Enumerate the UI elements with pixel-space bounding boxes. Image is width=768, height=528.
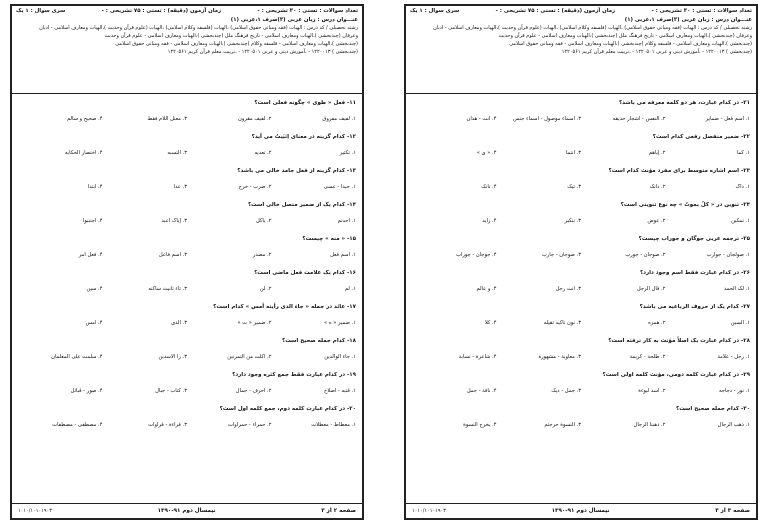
option-4[interactable]: ۴. جوجان - جوراب — [456, 252, 497, 258]
question-item — [412, 98, 750, 129]
option-4[interactable]: ۴. صحیح و سالم — [66, 116, 103, 122]
question-item — [412, 404, 750, 435]
option-4[interactable]: ۴. کلا — [484, 320, 497, 326]
page-number: صفحه ۳ از ۳ — [715, 508, 750, 514]
option-3[interactable]: ۳. أنتما — [565, 150, 581, 156]
option-3[interactable]: ۳. الذی — [171, 320, 187, 326]
option-1[interactable]: ۱. لم — [344, 286, 356, 292]
question-item — [18, 132, 356, 163]
option-3[interactable]: ۳. کتاب - جبال — [155, 388, 187, 394]
field-line: وعرفان (چندبخشی )،الهیات ومعارف اسلامی - تاریخ فرهنگ ملل (چندبخشی )،الهیات ومعارف اسلامی - علوم قرآن وحدیث — [498, 33, 752, 39]
option-4[interactable]: ۴. صور - قبائل — [70, 388, 103, 394]
field-line: (چندبخشی )،الهیات ومعارف اسلامی - فلسفه وکلام (چندبخشی )،الهیات ومعارف اسلامی - فقه ومبانی حقوق اسلامی — [509, 41, 752, 47]
question-text: ۱۵- « منه » چیست؟ — [302, 236, 356, 242]
lesson-title: عنـــوان درس : زبان عربی (۳)صرف ۱،عربی (۱) — [230, 17, 358, 23]
option-2[interactable]: ۲. ضمیر « ت » — [237, 320, 272, 326]
option-1[interactable]: ۱. ضمیر « ه » — [324, 320, 356, 326]
option-1[interactable]: ۱. اسم فعل - ضمایر — [705, 116, 750, 122]
question-item — [18, 336, 356, 367]
field-line: رشته تحصیلی / کد درس : الهیات (فقه ومبانی حقوق اسلامی) ،الهیات (فلسفه وکلام اسلامی) ،الهیات (علوم قرآن وحدیث )،الهیات ومعارف اسلامی - ادیان — [433, 25, 752, 31]
question-item — [412, 336, 750, 367]
question-item — [18, 302, 356, 333]
question-item — [18, 98, 356, 129]
question-text: ۲۶- در کدام عبارت فقط اسم وجود دارد؟ — [639, 270, 750, 276]
option-4[interactable]: ۴. ناقة - جمل — [466, 388, 497, 394]
term-label: نیمسال دوم ۹۱-۱۳۹۰ — [157, 508, 216, 514]
option-2[interactable]: ۲. أحرف - جمال — [235, 388, 272, 394]
option-2[interactable]: ۲. صوجان - جورب — [625, 252, 666, 258]
question-text: ۱۳- کدام گزینه از فعل جامد خالی می باشد؟ — [237, 168, 356, 174]
option-2[interactable]: ۲. حمراء - حمراوات — [227, 422, 272, 428]
option-1[interactable]: ۱. ذاک — [735, 184, 750, 190]
option-4[interactable]: ۴. اختصار الحکایه — [64, 150, 103, 156]
question-item — [412, 234, 750, 265]
question-text: ۲۲- ضمیر منفصل رفعی کدام است؟ — [652, 134, 750, 140]
option-2[interactable]: ۲. قال الرجل — [636, 286, 666, 292]
option-1[interactable]: ۱. جاء الوالدین — [324, 354, 356, 360]
option-2[interactable]: ۲. لفیف مقرون — [238, 116, 272, 122]
option-3[interactable]: ۳. تنکیر — [564, 218, 581, 224]
option-2[interactable]: ۲. تعدیه — [254, 150, 272, 156]
option-3[interactable]: ۳. تاء تأنیث ساکنه — [148, 286, 187, 292]
option-4[interactable]: ۴. أنت - هذان — [466, 116, 497, 122]
option-3[interactable]: ۳. معاویة - مشهورة — [538, 354, 581, 360]
option-1[interactable]: ۱. حبذا - عسی — [323, 184, 356, 190]
option-3[interactable]: ۳. عدا — [173, 184, 187, 190]
option-3[interactable]: ۳. إیاک أعبد — [161, 218, 187, 224]
option-4[interactable]: ۴. و عالم — [476, 286, 497, 292]
question-series: سری سوال : ۱ یک — [410, 8, 460, 14]
question-item — [18, 404, 356, 435]
question-series: سری سوال : ۱ یک — [16, 8, 66, 14]
option-4[interactable]: ۴. سین — [86, 286, 103, 292]
option-4[interactable]: ۴. اجتنبوا — [82, 218, 103, 224]
exam-time: زمان آزمون (دقیقه) : تستی : ۷۵ تشریحی : - — [495, 8, 616, 14]
option-1[interactable]: ۱. معطاط - معطلات — [311, 422, 356, 428]
question-text: ۱۴- کدام یک از ضمیر متصل خالی است؟ — [247, 202, 356, 208]
exam-page-2 — [10, 4, 364, 520]
question-item — [412, 166, 750, 197]
question-item — [18, 166, 356, 197]
option-2[interactable]: ۲. یاکل — [255, 218, 272, 224]
option-2[interactable]: ۲. ذهبنا الرجال — [633, 422, 666, 428]
option-2[interactable]: ۲. النفس - أشجار حدیقه — [612, 116, 666, 122]
option-2[interactable]: ۲. ذانک — [649, 184, 666, 190]
question-item — [412, 268, 750, 299]
option-1[interactable]: ۱. السین — [730, 320, 750, 326]
option-1[interactable]: ۱. رجل - علامة — [717, 354, 750, 360]
option-4[interactable]: ۴. ابتدأ — [87, 184, 103, 190]
question-text: ۲۳- اسم اشاره متوسط برای مفرد مؤنث کدام است؟ — [608, 168, 750, 174]
question-text: ۲۵- ترجمه عربی جوگان و جوراب چیست؟ — [638, 236, 750, 242]
question-text: ۲۷- کدام یک از حروف الرباعیه می باشد؟ — [639, 304, 750, 310]
option-4[interactable]: ۴. زاید — [482, 218, 497, 224]
option-2[interactable]: ۲. أکلت من التمرتین — [227, 354, 272, 360]
option-3[interactable]: ۳. النسوة حرجتم — [544, 422, 581, 428]
option-2[interactable]: ۲. أسد لبوءة — [638, 388, 666, 394]
question-text: ۲۹- در کدام عبارت کلمه دومی، مؤنث کلمه اولی است؟ — [602, 372, 750, 378]
question-item — [18, 234, 356, 265]
question-text: ۱۱- فعل « طوی » چگونه فعلی است؟ — [254, 100, 356, 106]
option-2[interactable]: ۲. عوض — [647, 218, 666, 224]
question-text: ۱۸- کدام جمله صحیح است؟ — [282, 338, 356, 344]
option-3[interactable]: ۳. اسم فاعل — [158, 252, 187, 258]
question-text: ۱۹- در کدام عبارت فقط جمع کثره وجود دارد؟ — [232, 372, 356, 378]
page-header — [12, 6, 362, 94]
option-1[interactable]: ۱. نور - دجاجه — [719, 388, 750, 394]
question-item — [18, 370, 356, 401]
field-line: (چندبخشی )،الهیات ومعارف اسلامی - فلسفه وکلام (چندبخشی )،الهیات ومعارف اسلامی - فقه ومبانی حقوق اسلامی — [115, 41, 358, 47]
option-1[interactable]: ۱. لفیف مفروق — [322, 116, 356, 122]
option-3[interactable]: ۳. رأ الأسدین — [158, 354, 187, 360]
option-4[interactable]: ۴. « ی » — [476, 150, 497, 156]
question-text: ۲۸- در کدام عبارت یک اصلاً مؤنث به کار نرفته است؟ — [608, 338, 750, 344]
option-1[interactable]: ۱. أحدنم — [337, 218, 356, 224]
option-4[interactable]: ۴. شاعرة - نسابة — [458, 354, 497, 360]
option-3[interactable]: ۳. اسماء موصول - اسماء جنس — [513, 116, 581, 122]
exam-page-3 — [404, 4, 758, 520]
option-3[interactable]: ۳. تیک — [567, 184, 581, 190]
option-4[interactable]: ۴. مصطفی - مصطفات — [52, 422, 103, 428]
option-3[interactable]: ۳. جمل - دیک — [551, 388, 581, 394]
option-2[interactable]: ۲. لن — [259, 286, 272, 292]
option-2[interactable]: ۲. مصدر — [252, 252, 272, 258]
option-2[interactable]: ۲. إیاهم — [648, 150, 666, 156]
question-item — [18, 200, 356, 231]
question-list — [12, 94, 362, 435]
page-number: صفحه ۲ از ۳ — [321, 508, 356, 514]
question-text: ۱۷- عائد در جمله « جاء الذی رأیته أمس » کدام است؟ — [213, 304, 356, 310]
question-text: ۱۲- کدام گزینه در معنای اِثبَیتُ می آید؟ — [251, 134, 356, 140]
question-item — [412, 370, 750, 401]
page-footer — [406, 503, 756, 518]
question-item — [18, 268, 356, 299]
question-text: ۲۴- تنوین در « کلٌ یموتُ » چه نوع تنوینی است؟ — [620, 202, 750, 208]
term-label: نیمسال دوم ۹۱-۱۳۹۰ — [551, 508, 610, 514]
option-4[interactable]: ۴. تانک — [481, 184, 497, 190]
option-1[interactable]: ۱. قتبه - اصلاح — [324, 388, 356, 394]
exam-code: ۱۰۱۰/۱۰۱۰۱۹۰۳ — [18, 508, 52, 514]
field-line: (چندبخشی ) ۱۲۲۰۰۱۳ - ،آموزش دینی و عربی ۱۲۲۰۵۰۱ - ،تربیت معلم قرآن کریم ۱۲۲۰۵۶۱ — [167, 49, 358, 55]
option-3[interactable]: ۳. صوجان - جارب — [541, 252, 581, 258]
option-1[interactable]: ۱. تمکین — [731, 218, 750, 224]
option-1[interactable]: ۱. کما — [736, 150, 750, 156]
question-text: ۱۶- کدام یک علامت فعل ماضی است؟ — [254, 270, 356, 276]
option-1[interactable]: ۱. تکثیر — [339, 150, 356, 156]
question-item — [412, 200, 750, 231]
lesson-title: عنـــوان درس : زبان عربی (۳)صرف ۱،عربی (۱) — [624, 17, 752, 23]
option-3[interactable]: ۳. معتل اللام فقط — [147, 116, 187, 122]
option-4[interactable]: ۴. سلمت علی المعلمان — [51, 354, 103, 360]
option-2[interactable]: ۲. طلحة - کریمة — [629, 354, 666, 360]
exam-code: ۱۰۱۰/۱۰۱۰۱۹۰۳ — [412, 508, 446, 514]
question-text: ۳۰- کدام جمله صحیح است؟ — [676, 406, 750, 412]
field-line: وعرفان (چندبخشی )،الهیات ومعارف اسلامی - تاریخ فرهنگ ملل (چندبخشی )،الهیات ومعارف اسلامی - علوم قرآن وحدیث — [104, 33, 358, 39]
question-list — [406, 94, 756, 435]
question-text: ۲۱- در کدام عبارت، هر دو کلمه معرفه می باشد؟ — [618, 100, 750, 106]
option-1[interactable]: ۱. لک الحمد — [723, 286, 750, 292]
question-count: تعداد سوالات : تستی : ۳۰ تشریحی : - — [257, 8, 358, 14]
option-3[interactable]: ۳. التسبه — [167, 150, 187, 156]
exam-time: زمان آزمون (دقیقه) : تستی : ۷۵ تشریحی : - — [101, 8, 222, 14]
option-3[interactable]: ۳. أنت رجل — [555, 286, 581, 292]
page-header — [406, 6, 756, 94]
option-1[interactable]: ۱. صولجان - جوارب — [706, 252, 750, 258]
option-1[interactable]: ۱. اسم فعل — [330, 252, 356, 258]
option-4[interactable]: ۴. أمس — [85, 320, 103, 326]
option-4[interactable]: ۴. فعل امر — [78, 252, 103, 258]
question-item — [412, 132, 750, 163]
field-line: رشته تحصیلی / کد درس : الهیات (فقه ومبانی حقوق اسلامی) ،الهیات (فلسفه وکلام اسلامی) ،الهیات (علوم قرآن وحدیث )،الهیات ومعارف اسلامی - ادیان — [39, 25, 358, 31]
option-3[interactable]: ۳. قراءة - قراوات — [148, 422, 187, 428]
question-item — [412, 302, 750, 333]
option-2[interactable]: ۲. ضرب - خرج — [238, 184, 272, 190]
option-4[interactable]: ۴. یخرج النسوة — [463, 422, 497, 428]
option-1[interactable]: ۱. ذهب الرجال — [717, 422, 750, 428]
option-3[interactable]: ۳. نون تأکید ثقیله — [543, 320, 581, 326]
field-line: (چندبخشی ) ۱۲۲۰۰۱۳ - ،آموزش دینی و عربی ۱۲۲۰۵۰۱ - ،تربیت معلم قرآن کریم ۱۲۲۰۵۶۱ — [561, 49, 752, 55]
question-text: ۲۰- در کدام عبارت کلمه دوم، جمع کلمه اول است؟ — [219, 406, 356, 412]
question-count: تعداد سوالات : تستی : ۳۰ تشریحی : - — [651, 8, 752, 14]
page-footer — [12, 503, 362, 518]
option-2[interactable]: ۲. همزه — [648, 320, 666, 326]
